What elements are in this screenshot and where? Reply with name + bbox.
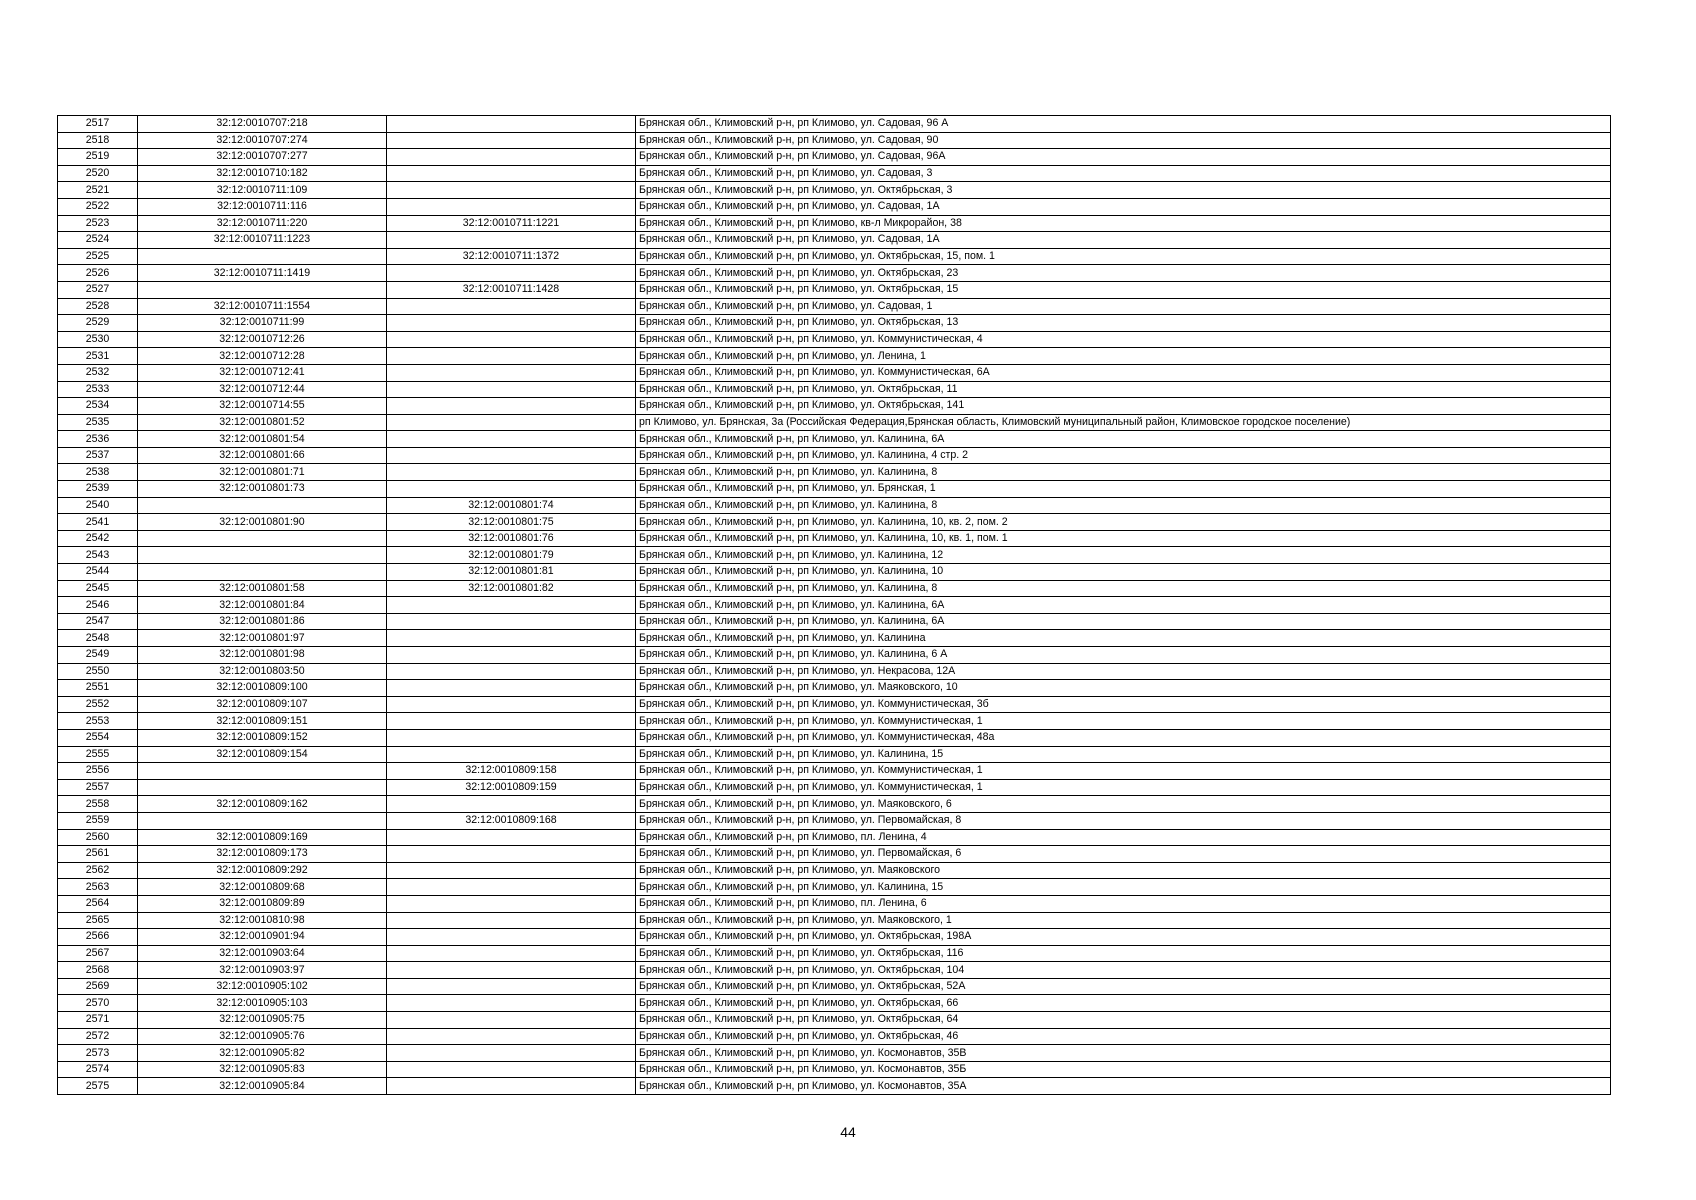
table-row (58, 248, 1611, 265)
address-cell: Брянская обл., Климовский р-н, рп Климово, ул. Садовая, 1А (636, 232, 1611, 249)
row-number-cell: 2555 (58, 746, 138, 763)
cadastral-number-cell: 32:12:0010905:84 (138, 1078, 387, 1095)
row-number-cell: 2538 (58, 464, 138, 481)
table-row (58, 779, 1611, 796)
related-cadastral-number-cell (387, 165, 636, 182)
address-cell: Брянская обл., Климовский р-н, рп Климово, пл. Ленина, 4 (636, 829, 1611, 846)
table-row (58, 1078, 1611, 1095)
related-cadastral-number-cell: 32:12:0010801:79 (387, 547, 636, 564)
related-cadastral-number-cell (387, 862, 636, 879)
row-number-cell: 2549 (58, 647, 138, 664)
row-number-cell: 2518 (58, 132, 138, 149)
row-number-cell: 2559 (58, 812, 138, 829)
table-row (58, 713, 1611, 730)
related-cadastral-number-cell (387, 729, 636, 746)
address-cell: Брянская обл., Климовский р-н, рп Климово, ул. Калинина, 8 (636, 464, 1611, 481)
table-row (58, 862, 1611, 879)
table-row (58, 945, 1611, 962)
related-cadastral-number-cell (387, 198, 636, 215)
row-number-cell: 2529 (58, 315, 138, 332)
row-number-cell: 2532 (58, 364, 138, 381)
table-row (58, 630, 1611, 647)
cadastral-number-cell: 32:12:0010710:182 (138, 165, 387, 182)
address-cell: Брянская обл., Климовский р-н, рп Климово, ул. Коммунистическая, 4 (636, 331, 1611, 348)
related-cadastral-number-cell (387, 680, 636, 697)
related-cadastral-number-cell (387, 995, 636, 1012)
cadastral-number-cell: 32:12:0010712:44 (138, 381, 387, 398)
cadastral-number-cell: 32:12:0010803:50 (138, 663, 387, 680)
address-cell: Брянская обл., Климовский р-н, рп Климово, ул. Коммунистическая, 6А (636, 364, 1611, 381)
related-cadastral-number-cell (387, 746, 636, 763)
related-cadastral-number-cell: 32:12:0010711:1428 (387, 281, 636, 298)
address-cell: Брянская обл., Климовский р-н, рп Климово, ул. Калинина, 15 (636, 746, 1611, 763)
address-cell: Брянская обл., Климовский р-н, рп Климово, ул. Садовая, 96А (636, 149, 1611, 166)
related-cadastral-number-cell (387, 613, 636, 630)
related-cadastral-number-cell (387, 447, 636, 464)
table-row (58, 464, 1611, 481)
address-cell: Брянская обл., Климовский р-н, рп Климово, ул. Калинина (636, 630, 1611, 647)
row-number-cell: 2564 (58, 895, 138, 912)
cadastral-number-cell: 32:12:0010801:66 (138, 447, 387, 464)
address-cell: Брянская обл., Климовский р-н, рп Климово, ул. Коммунистическая, 48а (636, 729, 1611, 746)
address-cell: Брянская обл., Климовский р-н, рп Климово, ул. Октябрьская, 11 (636, 381, 1611, 398)
row-number-cell: 2520 (58, 165, 138, 182)
cadastral-number-cell: 32:12:0010905:103 (138, 995, 387, 1012)
related-cadastral-number-cell (387, 796, 636, 813)
address-cell: Брянская обл., Климовский р-н, рп Климово, ул. Коммунистическая, 3б (636, 696, 1611, 713)
address-cell: Брянская обл., Климовский р-н, рп Климово, ул. Брянская, 1 (636, 481, 1611, 498)
address-cell: Брянская обл., Климовский р-н, рп Климово, ул. Калинина, 15 (636, 879, 1611, 896)
related-cadastral-number-cell (387, 315, 636, 332)
cadastral-number-cell: 32:12:0010809:151 (138, 713, 387, 730)
related-cadastral-number-cell (387, 912, 636, 929)
related-cadastral-number-cell (387, 597, 636, 614)
table-row (58, 1028, 1611, 1045)
table-row (58, 348, 1611, 365)
address-cell: Брянская обл., Климовский р-н, рп Климово, ул. Октябрьская, 66 (636, 995, 1611, 1012)
table-row (58, 580, 1611, 597)
row-number-cell: 2537 (58, 447, 138, 464)
related-cadastral-number-cell (387, 414, 636, 431)
related-cadastral-number-cell: 32:12:0010809:158 (387, 763, 636, 780)
cadastral-number-cell (138, 497, 387, 514)
cadastral-number-cell: 32:12:0010905:76 (138, 1028, 387, 1045)
table-row (58, 497, 1611, 514)
table-row (58, 796, 1611, 813)
related-cadastral-number-cell (387, 630, 636, 647)
table-row (58, 663, 1611, 680)
cadastral-number-cell (138, 248, 387, 265)
cadastral-number-cell: 32:12:0010801:58 (138, 580, 387, 597)
cadastral-number-cell: 32:12:0010801:84 (138, 597, 387, 614)
table-row (58, 182, 1611, 199)
table-row (58, 198, 1611, 215)
related-cadastral-number-cell (387, 116, 636, 133)
related-cadastral-number-cell (387, 978, 636, 995)
related-cadastral-number-cell (387, 232, 636, 249)
address-cell: Брянская обл., Климовский р-н, рп Климово, кв-л Микрорайон, 38 (636, 215, 1611, 232)
address-cell: Брянская обл., Климовский р-н, рп Климово, ул. Коммунистическая, 1 (636, 713, 1611, 730)
cadastral-number-cell (138, 779, 387, 796)
row-number-cell: 2521 (58, 182, 138, 199)
row-number-cell: 2540 (58, 497, 138, 514)
cadastral-number-cell: 32:12:0010809:169 (138, 829, 387, 846)
row-number-cell: 2539 (58, 481, 138, 498)
address-cell: Брянская обл., Климовский р-н, рп Климово, ул. Октябрьская, 104 (636, 962, 1611, 979)
cadastral-number-cell: 32:12:0010809:107 (138, 696, 387, 713)
row-number-cell: 2545 (58, 580, 138, 597)
row-number-cell: 2570 (58, 995, 138, 1012)
table-row (58, 232, 1611, 249)
table-row (58, 381, 1611, 398)
table-row (58, 265, 1611, 282)
address-cell: Брянская обл., Климовский р-н, рп Климово, ул. Калинина, 8 (636, 497, 1611, 514)
row-number-cell: 2542 (58, 530, 138, 547)
table-row (58, 564, 1611, 581)
table-row (58, 315, 1611, 332)
related-cadastral-number-cell (387, 1061, 636, 1078)
row-number-cell: 2543 (58, 547, 138, 564)
related-cadastral-number-cell: 32:12:0010801:81 (387, 564, 636, 581)
page-number: 44 (840, 1124, 856, 1140)
related-cadastral-number-cell (387, 265, 636, 282)
table-row (58, 929, 1611, 946)
related-cadastral-number-cell (387, 431, 636, 448)
row-number-cell: 2554 (58, 729, 138, 746)
address-cell: Брянская обл., Климовский р-н, рп Климово, ул. Калинина, 4 стр. 2 (636, 447, 1611, 464)
related-cadastral-number-cell (387, 398, 636, 415)
related-cadastral-number-cell: 32:12:0010711:1221 (387, 215, 636, 232)
row-number-cell: 2530 (58, 331, 138, 348)
table-row (58, 447, 1611, 464)
row-number-cell: 2528 (58, 298, 138, 315)
table-row (58, 829, 1611, 846)
address-cell: Брянская обл., Климовский р-н, рп Климово, ул. Калинина, 10 (636, 564, 1611, 581)
row-number-cell: 2531 (58, 348, 138, 365)
address-cell: Брянская обл., Климовский р-н, рп Климово, ул. Калинина, 6А (636, 431, 1611, 448)
cadastral-number-cell: 32:12:0010809:89 (138, 895, 387, 912)
related-cadastral-number-cell: 32:12:0010801:75 (387, 514, 636, 531)
table-row (58, 1012, 1611, 1029)
address-cell: Брянская обл., Климовский р-н, рп Климово, ул. Садовая, 96 А (636, 116, 1611, 133)
address-cell: Брянская обл., Климовский р-н, рп Климово, ул. Калинина, 10, кв. 2, пом. 2 (636, 514, 1611, 531)
row-number-cell: 2544 (58, 564, 138, 581)
table-row (58, 364, 1611, 381)
row-number-cell: 2541 (58, 514, 138, 531)
related-cadastral-number-cell: 32:12:0010801:82 (387, 580, 636, 597)
address-cell: Брянская обл., Климовский р-н, рп Климово, ул. Октябрьская, 15 (636, 281, 1611, 298)
cadastral-number-cell: 32:12:0010711:1419 (138, 265, 387, 282)
related-cadastral-number-cell (387, 481, 636, 498)
related-cadastral-number-cell (387, 663, 636, 680)
row-number-cell: 2566 (58, 929, 138, 946)
row-number-cell: 2557 (58, 779, 138, 796)
cadastral-number-cell: 32:12:0010809:100 (138, 680, 387, 697)
table-row (58, 530, 1611, 547)
row-number-cell: 2553 (58, 713, 138, 730)
related-cadastral-number-cell (387, 895, 636, 912)
related-cadastral-number-cell (387, 149, 636, 166)
table-row (58, 514, 1611, 531)
table-row (58, 165, 1611, 182)
cadastral-number-cell: 32:12:0010707:274 (138, 132, 387, 149)
table-row (58, 879, 1611, 896)
table-row (58, 995, 1611, 1012)
table-row (58, 414, 1611, 431)
table-row (58, 215, 1611, 232)
related-cadastral-number-cell (387, 182, 636, 199)
row-number-cell: 2524 (58, 232, 138, 249)
related-cadastral-number-cell: 32:12:0010801:76 (387, 530, 636, 547)
table-row (58, 846, 1611, 863)
address-cell: Брянская обл., Климовский р-н, рп Климово, ул. Садовая, 90 (636, 132, 1611, 149)
table-row (58, 763, 1611, 780)
related-cadastral-number-cell: 32:12:0010711:1372 (387, 248, 636, 265)
address-cell: Брянская обл., Климовский р-н, рп Климово, ул. Октябрьская, 116 (636, 945, 1611, 962)
address-cell: Брянская обл., Климовский р-н, рп Климово, ул. Октябрьская, 52А (636, 978, 1611, 995)
cadastral-number-cell: 32:12:0010711:99 (138, 315, 387, 332)
table-row (58, 696, 1611, 713)
address-cell: Брянская обл., Климовский р-н, рп Климово, ул. Калинина, 12 (636, 547, 1611, 564)
related-cadastral-number-cell (387, 464, 636, 481)
cadastral-number-cell: 32:12:0010801:71 (138, 464, 387, 481)
related-cadastral-number-cell: 32:12:0010809:159 (387, 779, 636, 796)
related-cadastral-number-cell (387, 846, 636, 863)
table-row (58, 431, 1611, 448)
table-row (58, 613, 1611, 630)
address-cell: Брянская обл., Климовский р-н, рп Климово, ул. Космонавтов, 35А (636, 1078, 1611, 1095)
related-cadastral-number-cell (387, 713, 636, 730)
cadastral-number-cell (138, 812, 387, 829)
row-number-cell: 2569 (58, 978, 138, 995)
row-number-cell: 2533 (58, 381, 138, 398)
address-cell: Брянская обл., Климовский р-н, рп Климово, ул. Садовая, 1 (636, 298, 1611, 315)
address-cell: Брянская обл., Климовский р-н, рп Климово, ул. Калинина, 6А (636, 597, 1611, 614)
table-row (58, 281, 1611, 298)
cadastral-number-cell: 32:12:0010712:41 (138, 364, 387, 381)
address-cell: Брянская обл., Климовский р-н, рп Климово, ул. Калинина, 8 (636, 580, 1611, 597)
address-cell: Брянская обл., Климовский р-н, рп Климово, ул. Калинина, 6А (636, 613, 1611, 630)
related-cadastral-number-cell (387, 647, 636, 664)
cadastral-number-cell: 32:12:0010905:75 (138, 1012, 387, 1029)
address-cell: Брянская обл., Климовский р-н, рп Климово, ул. Октябрьская, 23 (636, 265, 1611, 282)
cadastral-number-cell: 32:12:0010801:97 (138, 630, 387, 647)
cadastral-number-cell (138, 547, 387, 564)
row-number-cell: 2534 (58, 398, 138, 415)
row-number-cell: 2562 (58, 862, 138, 879)
table-row (58, 1045, 1611, 1062)
cadastral-number-cell: 32:12:0010711:220 (138, 215, 387, 232)
row-number-cell: 2575 (58, 1078, 138, 1095)
row-number-cell: 2548 (58, 630, 138, 647)
registry-table (57, 115, 1611, 1095)
row-number-cell: 2523 (58, 215, 138, 232)
address-cell: Брянская обл., Климовский р-н, рп Климово, ул. Космонавтов, 35Б (636, 1061, 1611, 1078)
cadastral-number-cell: 32:12:0010809:68 (138, 879, 387, 896)
row-number-cell: 2526 (58, 265, 138, 282)
row-number-cell: 2550 (58, 663, 138, 680)
cadastral-number-cell: 32:12:0010707:277 (138, 149, 387, 166)
related-cadastral-number-cell (387, 348, 636, 365)
cadastral-number-cell (138, 530, 387, 547)
address-cell: Брянская обл., Климовский р-н, рп Климово, ул. Октябрьская, 64 (636, 1012, 1611, 1029)
related-cadastral-number-cell (387, 1028, 636, 1045)
address-cell: Брянская обл., Климовский р-н, рп Климово, ул. Октябрьская, 198А (636, 929, 1611, 946)
row-number-cell: 2572 (58, 1028, 138, 1045)
cadastral-number-cell: 32:12:0010801:73 (138, 481, 387, 498)
table-row (58, 912, 1611, 929)
table-row (58, 149, 1611, 166)
table-row (58, 812, 1611, 829)
cadastral-number-cell: 32:12:0010809:154 (138, 746, 387, 763)
address-cell: Брянская обл., Климовский р-н, рп Климово, пл. Ленина, 6 (636, 895, 1611, 912)
row-number-cell: 2519 (58, 149, 138, 166)
cadastral-number-cell (138, 763, 387, 780)
address-cell: Брянская обл., Климовский р-н, рп Климово, ул. Садовая, 3 (636, 165, 1611, 182)
table-row (58, 331, 1611, 348)
address-cell: Брянская обл., Климовский р-н, рп Климово, ул. Маяковского, 10 (636, 680, 1611, 697)
row-number-cell: 2561 (58, 846, 138, 863)
address-cell: Брянская обл., Климовский р-н, рп Климово, ул. Калинина, 6 А (636, 647, 1611, 664)
address-cell: Брянская обл., Климовский р-н, рп Климово, ул. Маяковского (636, 862, 1611, 879)
address-cell: Брянская обл., Климовский р-н, рп Климово, ул. Первомайская, 8 (636, 812, 1611, 829)
cadastral-number-cell: 32:12:0010801:98 (138, 647, 387, 664)
related-cadastral-number-cell (387, 962, 636, 979)
table-row (58, 962, 1611, 979)
table-row (58, 1061, 1611, 1078)
cadastral-number-cell: 32:12:0010809:152 (138, 729, 387, 746)
related-cadastral-number-cell: 32:12:0010809:168 (387, 812, 636, 829)
related-cadastral-number-cell: 32:12:0010801:74 (387, 497, 636, 514)
table-row (58, 547, 1611, 564)
related-cadastral-number-cell (387, 829, 636, 846)
row-number-cell: 2552 (58, 696, 138, 713)
address-cell: Брянская обл., Климовский р-н, рп Климово, ул. Октябрьская, 15, пом. 1 (636, 248, 1611, 265)
cadastral-number-cell: 32:12:0010905:102 (138, 978, 387, 995)
cadastral-number-cell (138, 564, 387, 581)
table-row (58, 132, 1611, 149)
cadastral-number-cell: 32:12:0010903:97 (138, 962, 387, 979)
cadastral-number-cell: 32:12:0010801:54 (138, 431, 387, 448)
related-cadastral-number-cell (387, 879, 636, 896)
address-cell: Брянская обл., Климовский р-н, рп Климово, ул. Октябрьская, 141 (636, 398, 1611, 415)
address-cell: Брянская обл., Климовский р-н, рп Климово, ул. Садовая, 1А (636, 198, 1611, 215)
related-cadastral-number-cell (387, 331, 636, 348)
table-row (58, 481, 1611, 498)
address-cell: Брянская обл., Климовский р-н, рп Климово, ул. Коммунистическая, 1 (636, 779, 1611, 796)
related-cadastral-number-cell (387, 132, 636, 149)
cadastral-number-cell: 32:12:0010809:162 (138, 796, 387, 813)
table-row (58, 680, 1611, 697)
row-number-cell: 2574 (58, 1061, 138, 1078)
row-number-cell: 2547 (58, 613, 138, 630)
related-cadastral-number-cell (387, 696, 636, 713)
table-row (58, 746, 1611, 763)
row-number-cell: 2535 (58, 414, 138, 431)
table-row (58, 398, 1611, 415)
cadastral-number-cell: 32:12:0010809:173 (138, 846, 387, 863)
cadastral-number-cell: 32:12:0010810:98 (138, 912, 387, 929)
cadastral-number-cell: 32:12:0010901:94 (138, 929, 387, 946)
address-cell: Брянская обл., Климовский р-н, рп Климово, ул. Маяковского, 6 (636, 796, 1611, 813)
cadastral-number-cell: 32:12:0010714:55 (138, 398, 387, 415)
cadastral-number-cell: 32:12:0010711:109 (138, 182, 387, 199)
address-cell: Брянская обл., Климовский р-н, рп Климово, ул. Первомайская, 6 (636, 846, 1611, 863)
table-row (58, 116, 1611, 133)
table-row (58, 895, 1611, 912)
row-number-cell: 2573 (58, 1045, 138, 1062)
row-number-cell: 2567 (58, 945, 138, 962)
related-cadastral-number-cell (387, 381, 636, 398)
related-cadastral-number-cell (387, 364, 636, 381)
address-cell: рп Климово, ул. Брянская, 3а (Российская Федерация,Брянская область, Климовский муниципальный район, Климовское городское поселение) (636, 414, 1611, 431)
cadastral-number-cell: 32:12:0010801:86 (138, 613, 387, 630)
cadastral-number-cell: 32:12:0010905:82 (138, 1045, 387, 1062)
related-cadastral-number-cell (387, 1012, 636, 1029)
address-cell: Брянская обл., Климовский р-н, рп Климово, ул. Маяковского, 1 (636, 912, 1611, 929)
row-number-cell: 2568 (58, 962, 138, 979)
row-number-cell: 2565 (58, 912, 138, 929)
row-number-cell: 2522 (58, 198, 138, 215)
cadastral-number-cell: 32:12:0010801:52 (138, 414, 387, 431)
cadastral-number-cell (138, 281, 387, 298)
related-cadastral-number-cell (387, 1078, 636, 1095)
table-row (58, 729, 1611, 746)
row-number-cell: 2517 (58, 116, 138, 133)
row-number-cell: 2556 (58, 763, 138, 780)
table-row (58, 647, 1611, 664)
table-row (58, 298, 1611, 315)
address-cell: Брянская обл., Климовский р-н, рп Климово, ул. Октябрьская, 3 (636, 182, 1611, 199)
address-cell: Брянская обл., Климовский р-н, рп Климово, ул. Октябрьская, 13 (636, 315, 1611, 332)
row-number-cell: 2536 (58, 431, 138, 448)
address-cell: Брянская обл., Климовский р-н, рп Климово, ул. Октябрьская, 46 (636, 1028, 1611, 1045)
related-cadastral-number-cell (387, 929, 636, 946)
table-row (58, 978, 1611, 995)
cadastral-number-cell: 32:12:0010712:26 (138, 331, 387, 348)
row-number-cell: 2560 (58, 829, 138, 846)
row-number-cell: 2571 (58, 1012, 138, 1029)
row-number-cell: 2563 (58, 879, 138, 896)
cadastral-number-cell: 32:12:0010712:28 (138, 348, 387, 365)
address-cell: Брянская обл., Климовский р-н, рп Климово, ул. Коммунистическая, 1 (636, 763, 1611, 780)
address-cell: Брянская обл., Климовский р-н, рп Климово, ул. Некрасова, 12А (636, 663, 1611, 680)
cadastral-number-cell: 32:12:0010707:218 (138, 116, 387, 133)
table-row (58, 597, 1611, 614)
related-cadastral-number-cell (387, 1045, 636, 1062)
cadastral-number-cell: 32:12:0010711:1223 (138, 232, 387, 249)
related-cadastral-number-cell (387, 945, 636, 962)
address-cell: Брянская обл., Климовский р-н, рп Климово, ул. Космонавтов, 35В (636, 1045, 1611, 1062)
registry-table-body (58, 116, 1611, 1095)
cadastral-number-cell: 32:12:0010809:292 (138, 862, 387, 879)
cadastral-number-cell: 32:12:0010711:1554 (138, 298, 387, 315)
cadastral-number-cell: 32:12:0010905:83 (138, 1061, 387, 1078)
row-number-cell: 2527 (58, 281, 138, 298)
row-number-cell: 2546 (58, 597, 138, 614)
cadastral-number-cell: 32:12:0010711:116 (138, 198, 387, 215)
cadastral-number-cell: 32:12:0010801:90 (138, 514, 387, 531)
row-number-cell: 2558 (58, 796, 138, 813)
related-cadastral-number-cell (387, 298, 636, 315)
row-number-cell: 2525 (58, 248, 138, 265)
row-number-cell: 2551 (58, 680, 138, 697)
address-cell: Брянская обл., Климовский р-н, рп Климово, ул. Калинина, 10, кв. 1, пом. 1 (636, 530, 1611, 547)
address-cell: Брянская обл., Климовский р-н, рп Климово, ул. Ленина, 1 (636, 348, 1611, 365)
cadastral-number-cell: 32:12:0010903:64 (138, 945, 387, 962)
